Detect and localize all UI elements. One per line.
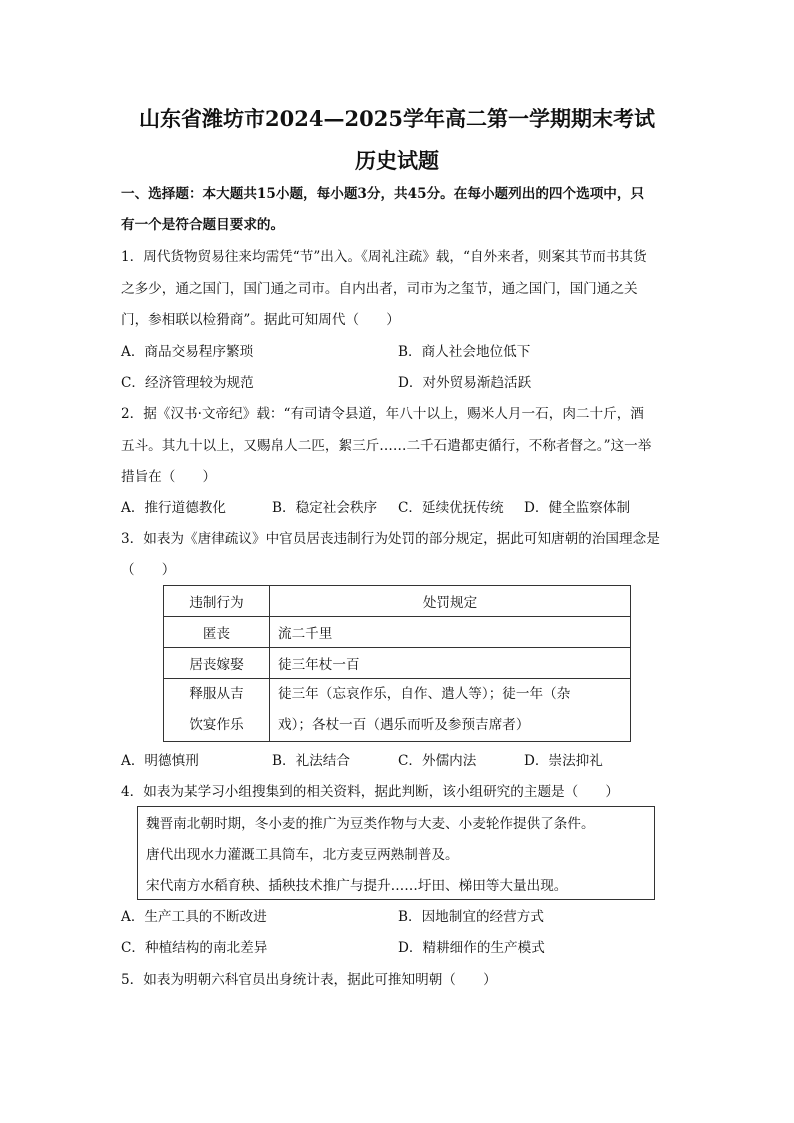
q2-option-d[interactable]: D．健全监察体制: [524, 500, 631, 516]
q2-option-a[interactable]: A．推行道德教化: [121, 500, 226, 516]
q1-option-c[interactable]: C．经济管理较为规范: [121, 375, 254, 391]
table-header-rule: 处罚规定: [270, 586, 631, 617]
q4-option-c[interactable]: C．种植结构的南北差异: [121, 940, 268, 956]
q3-option-d[interactable]: D．崇法抑礼: [524, 753, 603, 769]
q4-material-line-1: 魏晋南北朝时期，冬小麦的推广为豆类作物与大麦、小麦轮作提供了条件。: [146, 816, 595, 832]
q3-option-b[interactable]: B．礼法结合: [272, 753, 350, 769]
q1-option-b[interactable]: B．商人社会地位低下: [398, 344, 531, 360]
table-cell-rule-line-1: 徒三年（忘哀作乐，自作、遣人等）；徒一年（杂: [278, 686, 571, 702]
table-cell-rule: [270, 679, 631, 742]
table-cell-rule-line-2: 戏）；各杖一百（遇乐而听及参预吉席者）: [278, 717, 530, 733]
section-instructions-line-1: 一、选择题：本大题共15小题，每小题3分，共45分。在每小题列出的四个选项中，只: [121, 186, 645, 202]
q2-stem-line-2: 五斗。其九十以上，又赐帛人二匹，絮三斤……二千石遣都吏循行，不称者督之。”这一举: [121, 438, 652, 454]
q3-option-a[interactable]: A．明德慎刑: [121, 753, 199, 769]
table-cell-act: [164, 679, 270, 742]
q3-stem-line-2: （ ）: [121, 562, 176, 578]
q3-penalty-table: [163, 585, 631, 742]
q4-material-line-3: 宋代南方水稻育秧、插秧技术推广与提升……圩田、梯田等大量出现。: [146, 878, 568, 894]
table-row: [164, 679, 631, 742]
page-subtitle: 历史试题: [355, 148, 439, 173]
table-header-act: 违制行为: [164, 586, 270, 617]
q2-option-b[interactable]: B．稳定社会秩序: [272, 500, 378, 516]
table-cell-act-line-1: 释服从吉: [189, 686, 244, 702]
table-row: [164, 617, 631, 648]
q4-material-box: [137, 806, 655, 900]
q2-option-c[interactable]: C．延续优抚传统: [398, 500, 504, 516]
table-cell-act: 匿丧: [164, 617, 270, 648]
q3-option-c[interactable]: C．外儒内法: [398, 753, 477, 769]
q1-stem-line-3: 门，参相联以检猾商”。据此可知周代（ ）: [121, 312, 400, 328]
q4-material-line-2: 唐代出现水力灌溉工具筒车，北方麦豆两熟制普及。: [146, 847, 459, 863]
table-cell-rule: 流二千里: [270, 617, 631, 648]
q5-stem: 5．如表为明朝六科官员出身统计表，据此可推知明朝（ ）: [121, 972, 497, 988]
q4-option-d[interactable]: D．精耕细作的生产模式: [398, 940, 545, 956]
q1-stem-line-2: 之多少，通之国门，国门通之司市。自内出者，司市为之玺节，通之国门，国门通之关: [121, 281, 638, 297]
q1-option-d[interactable]: D．对外贸易渐趋活跃: [398, 375, 532, 391]
q2-stem-line-1: 2．据《汉书·文帝纪》载：“有司请令县道，年八十以上，赐米人月一石，肉二十斤，酒: [121, 406, 644, 422]
q1-stem-line-1: 1．周代货物贸易往来均需凭“节”出入。《周礼注疏》载，“自外来者，则案其节而书其货: [121, 249, 647, 265]
q4-stem: 4．如表为某学习小组搜集到的相关资料，据此判断，该小组研究的主题是（ ）: [121, 784, 620, 800]
table-cell-rule: 徒三年杖一百: [270, 648, 631, 679]
q4-option-b[interactable]: B．因地制宜的经营方式: [398, 909, 544, 925]
table-cell-act: 居丧嫁娶: [164, 648, 270, 679]
table-cell-act-line-2: 饮宴作乐: [189, 717, 244, 733]
table-row: [164, 648, 631, 679]
q1-option-a[interactable]: A．商品交易程序繁琐: [121, 344, 254, 360]
q2-stem-line-3: 措旨在（ ）: [121, 469, 217, 485]
q4-option-a[interactable]: A．生产工具的不断改进: [121, 909, 267, 925]
section-instructions-line-2: 有一个是符合题目要求的。: [121, 217, 285, 233]
page-title: 山东省潍坊市2024—2025学年高二第一学期期末考试: [139, 106, 655, 131]
table-header-row: [164, 586, 631, 617]
q3-stem-line-1: 3．如表为《唐律疏议》中官员居丧违制行为处罚的部分规定，据此可知唐朝的治国理念是: [121, 531, 660, 547]
